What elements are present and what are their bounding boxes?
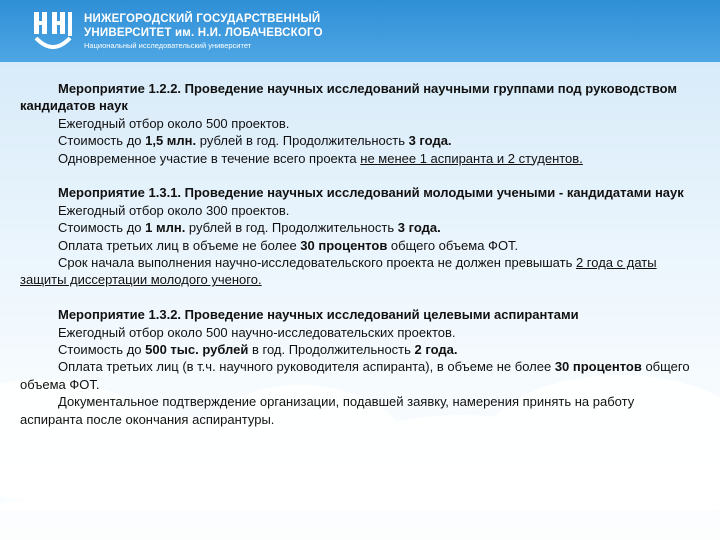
section-3-title: Мероприятие 1.3.2. Проведение научных исследований целевыми аспирантами bbox=[58, 307, 579, 323]
section-3-line-3 bbox=[20, 358, 700, 393]
university-name-line1: НИЖЕГОРОДСКИЙ ГОСУДАРСТВЕННЫЙ bbox=[84, 13, 321, 25]
text-span: общего объема ФОТ. bbox=[20, 359, 690, 392]
section-2-line-1: Ежегодный отбор около 300 проектов. bbox=[58, 202, 290, 218]
text-span: рублей в год. Продолжительность bbox=[185, 220, 398, 236]
section-2-line-2 bbox=[20, 219, 700, 236]
document-body bbox=[20, 80, 700, 428]
section-3-line-2 bbox=[20, 341, 700, 358]
university-name-line2: УНИВЕРСИТЕТ им. Н.И. ЛОБАЧЕВСКОГО bbox=[84, 27, 323, 39]
text-span: рублей в год. Продолжительность bbox=[196, 133, 409, 149]
section-1-line-3 bbox=[20, 150, 700, 167]
spacer bbox=[20, 167, 700, 184]
text-span-bold: 1 млн. bbox=[145, 220, 186, 236]
text-span: Оплата третьих лиц (в т.ч. научного руководителя аспиранта), в объеме не более bbox=[58, 359, 555, 375]
text-span-bold: 2 года. bbox=[414, 342, 458, 358]
section-2-title: Мероприятие 1.3.1. Проведение научных исследований молодыми учеными - кандидатами наук bbox=[58, 185, 684, 201]
header bbox=[0, 0, 720, 62]
text-span-bold: 3 года. bbox=[397, 220, 441, 236]
text-span: Срок начала выполнения научно-исследовательского проекта не должен превышать bbox=[58, 255, 576, 271]
section-2-line-3 bbox=[20, 237, 700, 254]
university-name bbox=[84, 12, 323, 51]
text-span: Стоимость до bbox=[58, 220, 146, 236]
section-2-line-4 bbox=[20, 254, 700, 289]
section-1-title: Мероприятие 1.2.2. Проведение научных исследований научными группами под руководством кандидатов наук bbox=[20, 81, 678, 114]
text-span: Стоимость до bbox=[58, 133, 146, 149]
section-3-line-1: Ежегодный отбор около 500 научно-исследовательских проектов. bbox=[58, 324, 456, 340]
text-span-bold: 3 года. bbox=[408, 133, 452, 149]
text-span-bold: 1,5 млн. bbox=[145, 133, 197, 149]
text-span: Оплата третьих лиц в объеме не более bbox=[58, 237, 301, 253]
text-span: в год. Продолжительность bbox=[248, 342, 415, 358]
text-span: Одновременное участие в течение всего проекта bbox=[58, 150, 361, 166]
section-1-line-2 bbox=[20, 132, 700, 149]
unn-logo-icon bbox=[30, 10, 76, 56]
text-span-bold: 500 тыс. рублей bbox=[145, 342, 249, 358]
text-span: общего объема ФОТ. bbox=[387, 237, 519, 253]
text-span-bold: 30 процентов bbox=[300, 237, 388, 253]
section-1-line-1: Ежегодный отбор около 500 проектов. bbox=[58, 115, 290, 131]
text-span-underlined: не менее 1 аспиранта и 2 студентов. bbox=[360, 150, 583, 166]
text-span-underlined: 2 года с даты защиты диссертации молодого ученого. bbox=[20, 255, 657, 288]
section-3-line-4: Документальное подтверждение организации, подавшей заявку, намерения принять на работу аспиранта после окончания аспирантуры. bbox=[20, 394, 635, 427]
text-span-bold: 30 процентов bbox=[554, 359, 642, 375]
spacer bbox=[20, 289, 700, 306]
text-span: Стоимость до bbox=[58, 342, 146, 358]
university-subtitle: Национальный исследовательский университет bbox=[84, 41, 252, 50]
